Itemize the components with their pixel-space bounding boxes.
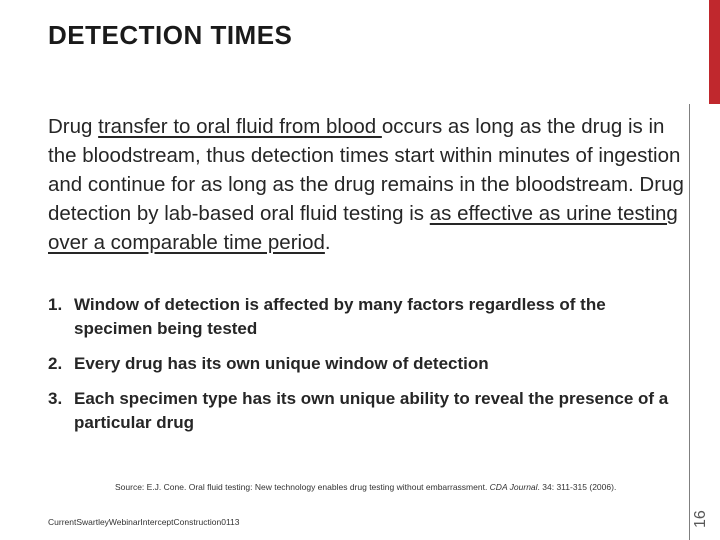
key-points-list — [48, 293, 678, 446]
main-paragraph — [48, 112, 688, 257]
source-citation — [115, 482, 616, 492]
list-item — [48, 352, 678, 376]
list-number: 1. — [48, 295, 63, 314]
list-item — [48, 387, 678, 435]
page-number: 16 — [692, 510, 709, 528]
main-text-part: Drug — [48, 115, 99, 138]
divider-line — [689, 104, 690, 540]
list-item — [48, 293, 678, 341]
main-text-part: occurs as long as the drug is in the bloodstream, thus detection times start within minutes of ingestion and continue for as long as the drug remains in the bloodstream. Drug detection by lab-based oral fluid testing is — [48, 115, 684, 225]
source-prefix: Source: E.J. Cone. Oral fluid testing: New technology enables drug testing without embarrassment. — [115, 482, 490, 492]
list-text: Window of detection is affected by many factors regardless of the specimen being tested — [74, 295, 606, 338]
source-journal: CDA Journal — [489, 482, 538, 492]
accent-bar — [709, 0, 720, 104]
underlined-phrase: as effective as urine testing over a comparable time period — [48, 202, 678, 254]
list-text: Each specimen type has its own unique ability to reveal the presence of a particular drug — [74, 389, 669, 432]
list-text: Every drug has its own unique window of detection — [74, 354, 489, 373]
list-number: 3. — [48, 389, 63, 408]
source-suffix: . 34: 311-315 (2006). — [537, 482, 617, 492]
list-number: 2. — [48, 354, 63, 373]
slide-title: DETECTION TIMES — [48, 20, 293, 50]
footer-text: CurrentSwartleyWebinarInterceptConstruction0113 — [48, 517, 240, 527]
underlined-phrase: transfer to oral fluid from blood — [98, 115, 382, 138]
main-text-part: . — [324, 231, 331, 254]
